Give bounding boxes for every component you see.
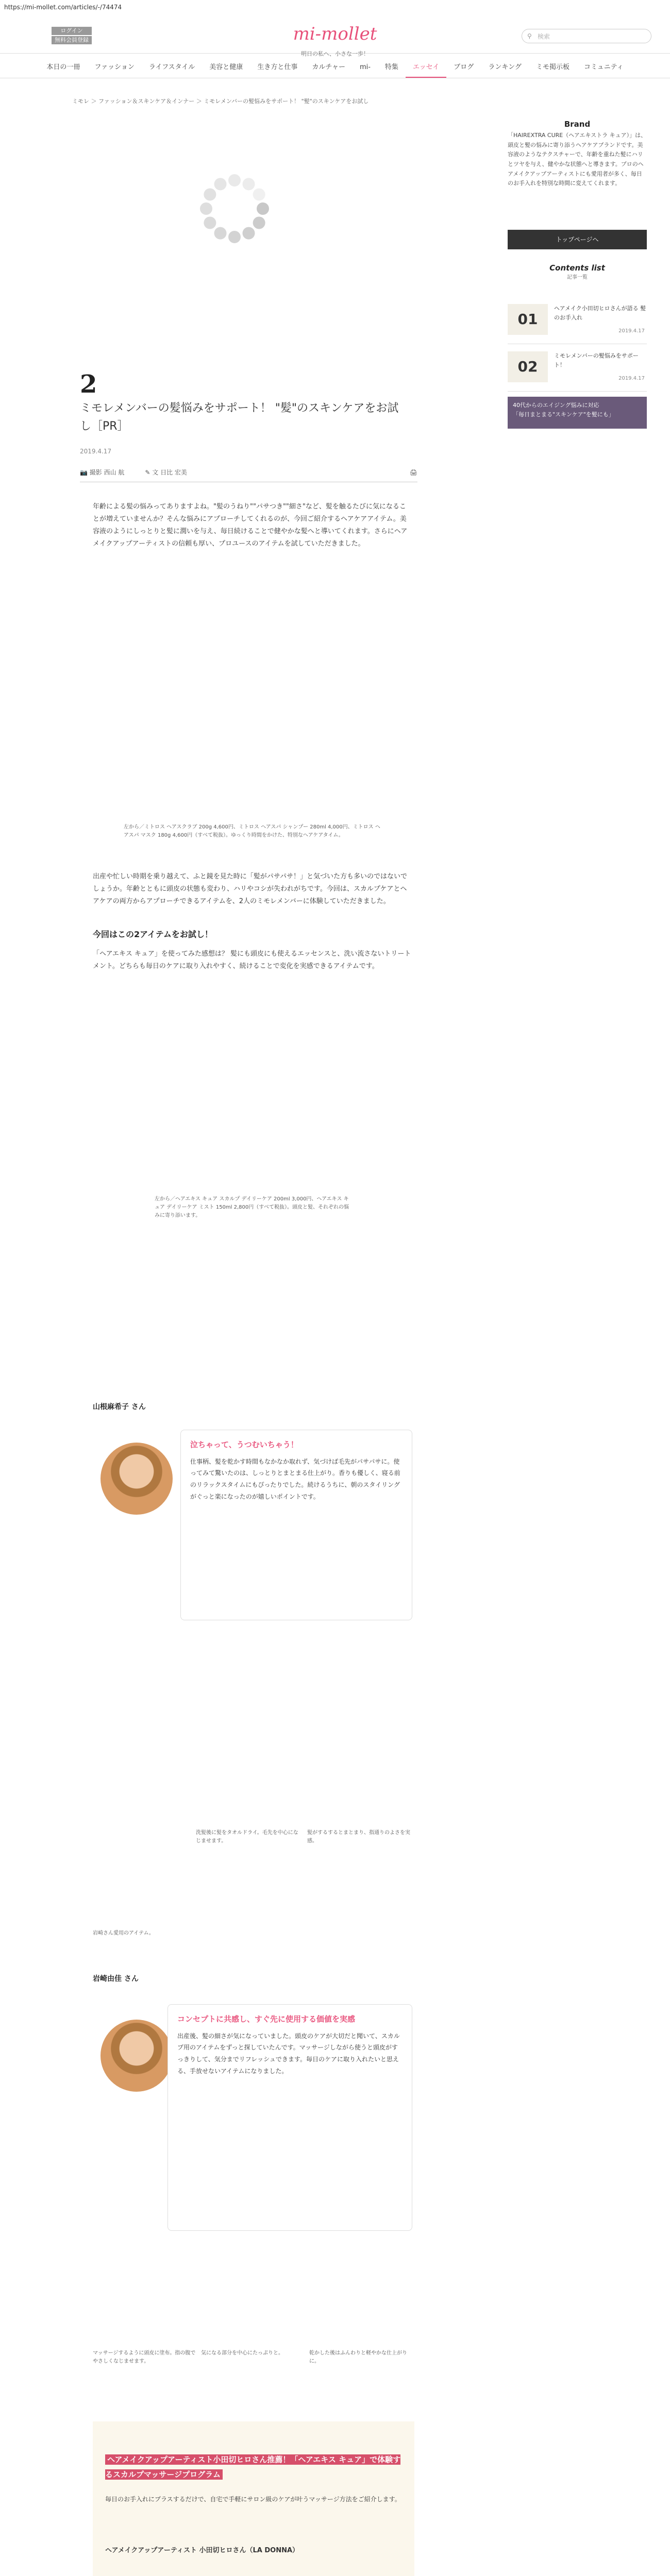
nav-item[interactable]: 本日の一冊 xyxy=(46,63,80,71)
member-avatar xyxy=(100,2020,173,2092)
photo-caption: マッサージするように頭皮に塗布。指の腹でやさしくなじませます。 xyxy=(93,2350,196,2364)
photo-caption: 左から／ヘアエキス キュア スカルプ デイリーケア 200ml 3,000円、ヘアエキス キュア デイリーケア ミスト 150ml 2,800円（すべて税抜）。頭皮と髪、それぞれの悩みに寄り添います。 xyxy=(155,1196,349,1218)
member-photo xyxy=(93,2251,196,2344)
top-page-button[interactable]: トップページへ xyxy=(508,230,647,249)
promo-heading: ヘアメイクアップアーティスト小田切ヒロさん推薦！「ヘアエキス キュア」で体験するスカルプマッサージプログラム xyxy=(105,2455,401,2479)
member-name: 山根麻希子 さん xyxy=(93,1403,146,1411)
photo-caption: 気になる部分を中心にたっぷりと。 xyxy=(201,2350,283,2356)
site-header xyxy=(0,12,670,57)
main-nav xyxy=(0,56,670,78)
credit-text: ✎ 文 日比 宏美 xyxy=(145,469,187,477)
contents-list-subheading: 記事一覧 xyxy=(567,275,588,280)
contents-item-date: 2019.4.17 xyxy=(618,376,645,381)
article-paragraph: 出産や忙しい時期を乗り越えて、ふと鏡を見た時に「髪がパサパサ！」と気づいた方も多いのではないでしょうか。年齢とともに頭皮の状態も変わり、ハリやコシが失われがちです。今回は、スカルプケアとヘアケアの両方からアプローチできるアイテムを、2人のミモレメンバーに体験していただきました。 xyxy=(93,873,407,906)
comment-heading: 泣ちゃって、うつむいちゃう！ xyxy=(190,1440,298,1449)
search-placeholder: 検索 xyxy=(538,33,550,40)
contents-item-number: 02 xyxy=(508,351,548,382)
contents-item-title: ヘアメイク小田切ヒロさんが語る 髪のお手入れ xyxy=(554,305,646,321)
register-button[interactable]: 無料会員登録 xyxy=(52,36,92,44)
breadcrumb[interactable]: ミモレ ＞ ファッション＆スキンケア＆インナー ＞ ミモレメンバーの髪悩みをサポート！ "髪"のスキンケアをお試し xyxy=(72,98,369,105)
logo-text: mi-mollet xyxy=(293,24,377,44)
comment-text: 出産後、髪の細さが気になっていました。頭皮のケアが大切だと聞いて、スカルプ用のアイテムをずっと探していたんです。マッサージしながら使うと頭皮がすっきりして、気分までリフレッシュできます。毎日のケアに取り入れたいと思える、手放せないアイテムになりました。 xyxy=(177,2032,400,2075)
photo-caption: 乾かした後はふんわりと軽やかな仕上がりに。 xyxy=(309,2350,407,2364)
member-photo xyxy=(93,1638,193,1777)
nav-item[interactable]: ライフスタイル xyxy=(148,63,195,71)
product-photo xyxy=(93,1010,412,1185)
comment-heading: コンセプトに共感し、すぐ先に使用する価値を実感 xyxy=(177,2014,356,2024)
member-photo xyxy=(309,2251,412,2344)
member-name: 岩崎由佳 さん xyxy=(93,1975,139,1983)
photo-caption: 髪がするするとまとまり、指通りのよさを実感。 xyxy=(307,1830,410,1844)
spinner-dot xyxy=(253,189,265,201)
nav-item[interactable]: ファッション xyxy=(94,63,135,71)
member-comment xyxy=(180,1430,412,1620)
promo-box xyxy=(93,2421,414,2576)
print-icon[interactable]: 🖨 xyxy=(409,469,417,477)
section-heading: 今回はこの2アイテムをお試し！ xyxy=(93,929,213,939)
page-url: https://mi-mollet.com/articles/-/74474 xyxy=(4,4,122,11)
photo-caption: 洗髪後に髪をタオルドライ。毛先を中心になじませます。 xyxy=(196,1830,298,1844)
nav-item[interactable]: mi- xyxy=(359,63,371,71)
promo-intro: 毎日のお手入れにプラスするだけで、自宅で手軽にサロン級のケアが叶うマッサージ方法をご紹介します。 xyxy=(105,2496,401,2503)
contents-item-title: ミモレメンバーの髪悩みをサポート！ xyxy=(554,352,639,368)
nav-item[interactable]: ブログ xyxy=(454,63,474,71)
photo-caption: 岩崎さん愛用のアイテム。 xyxy=(93,1930,154,1936)
photo-caption: 左から／ミトロス ヘアスクラブ 200g 4,600円、ミトロス ヘアスパ シャンプー 280ml 4,000円、ミトロス ヘアスパ マスク 180g 4,600円（すべて税抜）。ゆっくり時間をかけた、特別なヘアケアタイム。 xyxy=(124,824,380,838)
spinner-dot xyxy=(243,178,255,190)
spinner-dot xyxy=(253,217,265,229)
loading-spinner xyxy=(193,167,276,250)
page-number: 2 xyxy=(80,370,97,399)
contents-list-heading: Contents list xyxy=(549,263,605,273)
spinner-dot xyxy=(228,174,241,187)
spinner-dot xyxy=(257,202,269,215)
member-photo xyxy=(196,1638,304,1777)
spinner-dot xyxy=(204,189,216,201)
logo-tagline: 明日の私へ、小さな一歩！ xyxy=(301,50,369,57)
member-photo xyxy=(93,1252,412,1386)
nav-item[interactable]: ミモ掲示板 xyxy=(535,63,569,71)
sidebar-brand-heading: Brand xyxy=(564,120,591,129)
search-icon: ⚲ xyxy=(527,32,532,40)
nav-item[interactable]: 生き方と仕事 xyxy=(257,63,298,71)
member-photo xyxy=(201,2251,304,2344)
spinner-dot xyxy=(243,227,255,240)
nav-item[interactable]: 特集 xyxy=(384,63,398,71)
article-intro: 年齢による髪の悩みってありますよね。"髪のうねり""パサつき""細さ"など、髪を触るたびに気になることが増えていませんか？そんな悩みにアプローチしてくれるのが、今回ご紹介するヘアケアアイテム。美容液のようにしっとりと髪に潤いを与え、毎日続けることで健やかな髪へと導いてくれます。さらにヘアメイクアップアーティストの信頼も厚い、プロユースのアイテムを試していただきました。 xyxy=(93,503,408,548)
sidebar-brand-text: 「HAIREXTRA CURE（ヘアエキストラ キュア）」は、頭皮と髪の悩みに寄り添うヘアケアブランドです。美容液のようなテクスチャーで、年齢を重ねた髪にハリとツヤを与え、健やかな状態へと導きます。プロのヘアメイクアップアーティストにも愛用者が多く、毎日のお手入れを特別な時間に変えてくれます。 xyxy=(508,132,647,187)
spinner-dot xyxy=(228,231,241,243)
contents-item[interactable] xyxy=(508,298,647,344)
article-title: ミモレメンバーの髪悩みをサポート！ "髪"のスキンケアをお試し［PR］ xyxy=(80,402,399,433)
nav-item[interactable]: ランキング xyxy=(488,63,522,71)
member-photo xyxy=(307,1638,412,1777)
nav-item[interactable]: カルチャー xyxy=(312,63,345,71)
article-paragraph: 「ヘアエキス キュア」を使ってみた感想は？ 髪にも頭皮にも使えるエッセンスと、洗い流さないトリートメント。どちらも毎日のケアに取り入れやすく、続けることで変化を実感できるアイテムです。 xyxy=(93,950,411,971)
nav-item[interactable]: コミュニティ xyxy=(583,63,624,71)
nav-item[interactable]: 美容と健康 xyxy=(209,63,243,71)
promo-speaker: ヘアメイクアップアーティスト 小田切ヒロさん（LA DONNA） xyxy=(105,2547,299,2554)
article-meta xyxy=(80,464,417,482)
member-avatar xyxy=(100,1443,173,1515)
spinner-dot xyxy=(200,202,212,215)
sidebar-banner[interactable]: 40代からのエイジング悩みに対応 「毎日まとまる"スキンケア"を髪にも」 xyxy=(508,397,647,429)
nav-item[interactable]: エッセイ xyxy=(406,56,446,78)
spinner-dot xyxy=(214,178,227,190)
spinner-dot xyxy=(214,227,227,240)
contents-item[interactable] xyxy=(508,345,647,392)
product-photo xyxy=(93,603,412,819)
search-input[interactable] xyxy=(522,29,651,43)
contents-item-number: 01 xyxy=(508,304,548,335)
login-button[interactable]: ログイン xyxy=(52,27,92,35)
spinner-dot xyxy=(204,217,216,229)
article-date: 2019.4.17 xyxy=(80,448,112,455)
credit-photo: 📷 撮影 西山 航 xyxy=(80,469,125,477)
contents-item-date: 2019.4.17 xyxy=(618,328,645,334)
member-comment xyxy=(167,2004,412,2231)
comment-text: 仕事柄、髪を乾かす時間もなかなか取れず、気づけば毛先がパサパサに。使ってみて驚いたのは、しっとりとまとまる仕上がり。香りも優しく、寝る前のリラックスタイムにもぴったりでした。続けるうちに、朝のスタイリングがぐっと楽になったのが嬉しいポイントです。 xyxy=(190,1458,400,1500)
